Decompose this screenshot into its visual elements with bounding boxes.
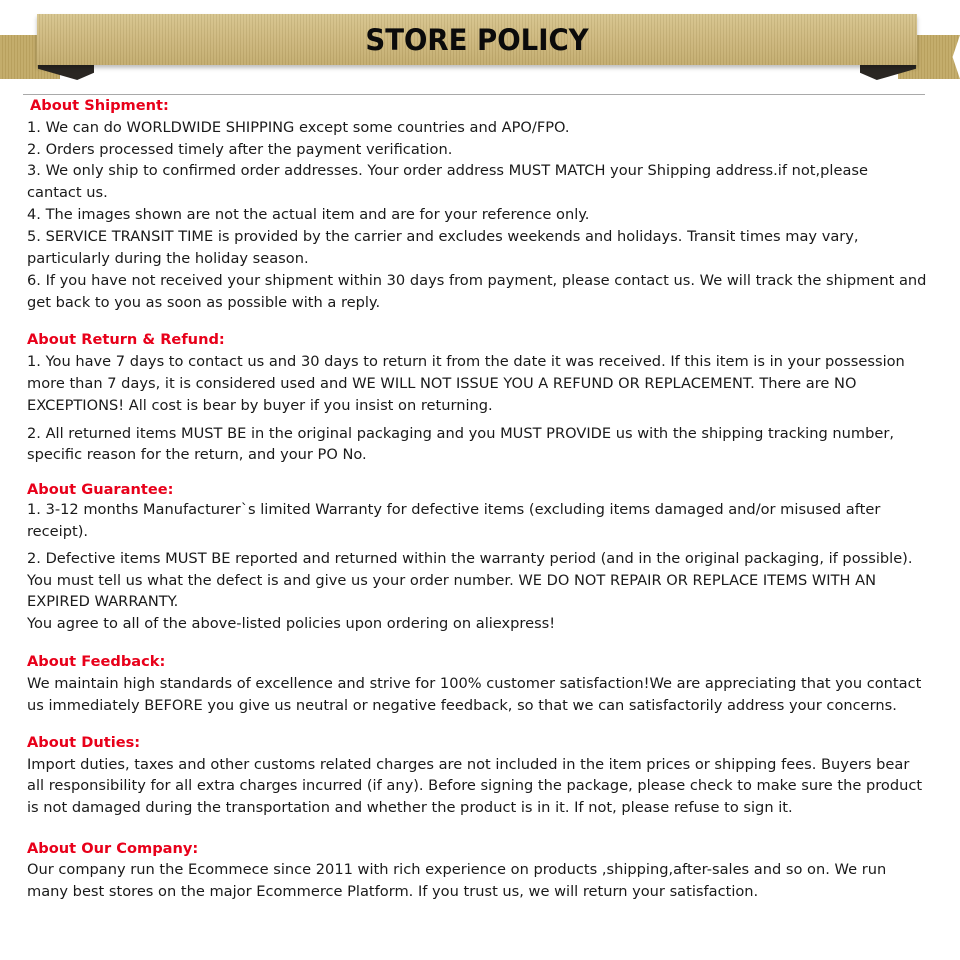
- policy-content: [27, 95, 927, 903]
- list-item: 5. SERVICE TRANSIT TIME is provided by the carrier and excludes weekends and holidays. Transit times may vary, particularly during the holiday season.: [27, 227, 859, 267]
- section-title: About Guarantee:: [27, 481, 174, 499]
- section-company: [27, 839, 927, 903]
- ribbon-band: [37, 14, 917, 65]
- list-item: 3. We only ship to confirmed order addresses. Your order address MUST MATCH your Shipping address.if not,please cantact us.: [27, 162, 868, 202]
- list-item: 2. Defective items MUST BE reported and returned within the warranty period (and in the original packaging, if possible). You must tell us what the defect is and give us your order number. WE DO NOT REPAIR OR REPLACE ITEMS WITH AN EXPIRED WARRANTY.: [27, 549, 913, 611]
- section-feedback: [27, 651, 927, 717]
- section-title: About Feedback:: [27, 653, 166, 671]
- list-item: 6. If you have not received your shipment within 30 days from payment, please contact us. We will track the shipment and get back to you as soon as possible with a reply.: [27, 272, 927, 312]
- list-item: 2. All returned items MUST BE in the original packaging and you MUST PROVIDE us with the shipping tracking number, specific reason for the return, and your PO No.: [27, 424, 894, 464]
- section-guarantee: [27, 480, 927, 635]
- store-policy-banner: [0, 0, 960, 90]
- list-item: 1. We can do WORLDWIDE SHIPPING except some countries and APO/FPO.: [27, 118, 570, 136]
- list-item: 1. 3-12 months Manufacturer`s limited Warranty for defective items (excluding items damaged and/or misused after receipt).: [27, 501, 881, 541]
- agreement-note: You agree to all of the above-listed policies upon ordering on aliexpress!: [27, 615, 556, 633]
- paragraph: Import duties, taxes and other customs related charges are not included in the item prices or shipping fees. Buyers bear all responsibility for all extra charges incurred (if any). Before signing the package, please check to make sure the product is not damaged during the transportation and whether the product is in it. If not, please refuse to sign it.: [27, 755, 923, 817]
- section-title: About Return & Refund:: [27, 330, 225, 348]
- section-shipment: [27, 95, 927, 314]
- section-title: About Duties:: [27, 733, 141, 751]
- section-title: About Our Company:: [27, 840, 199, 858]
- paragraph: We maintain high standards of excellence and strive for 100% customer satisfaction!We are appreciating that you contact us immediately BEFORE you give us neutral or negative feedback, so that we can satisfactorily address your concerns.: [27, 674, 922, 714]
- section-title: About Shipment:: [30, 97, 169, 114]
- list-item: 2. Orders processed timely after the payment verification.: [27, 140, 453, 158]
- list-item: 1. You have 7 days to contact us and 30 days to return it from the date it was received. If this item is in your possession more than 7 days, it is considered used and WE WILL NOT ISSUE YOU A REFUND OR REPLACEMENT. There are NO EXCEPTIONS! All cost is bear by buyer if you insist on returning.: [27, 352, 905, 415]
- list-item: 4. The images shown are not the actual item and are for your reference only.: [27, 205, 590, 223]
- paragraph: Our company run the Ecommece since 2011 with rich experience on products ,shipping,after-sales and so on. We run many best stores on the major Ecommerce Platform. If you trust us, we will return your satisfaction.: [27, 861, 887, 900]
- section-duties: [27, 732, 927, 819]
- section-return-refund: [27, 329, 927, 466]
- page-title: STORE POLICY: [365, 23, 589, 57]
